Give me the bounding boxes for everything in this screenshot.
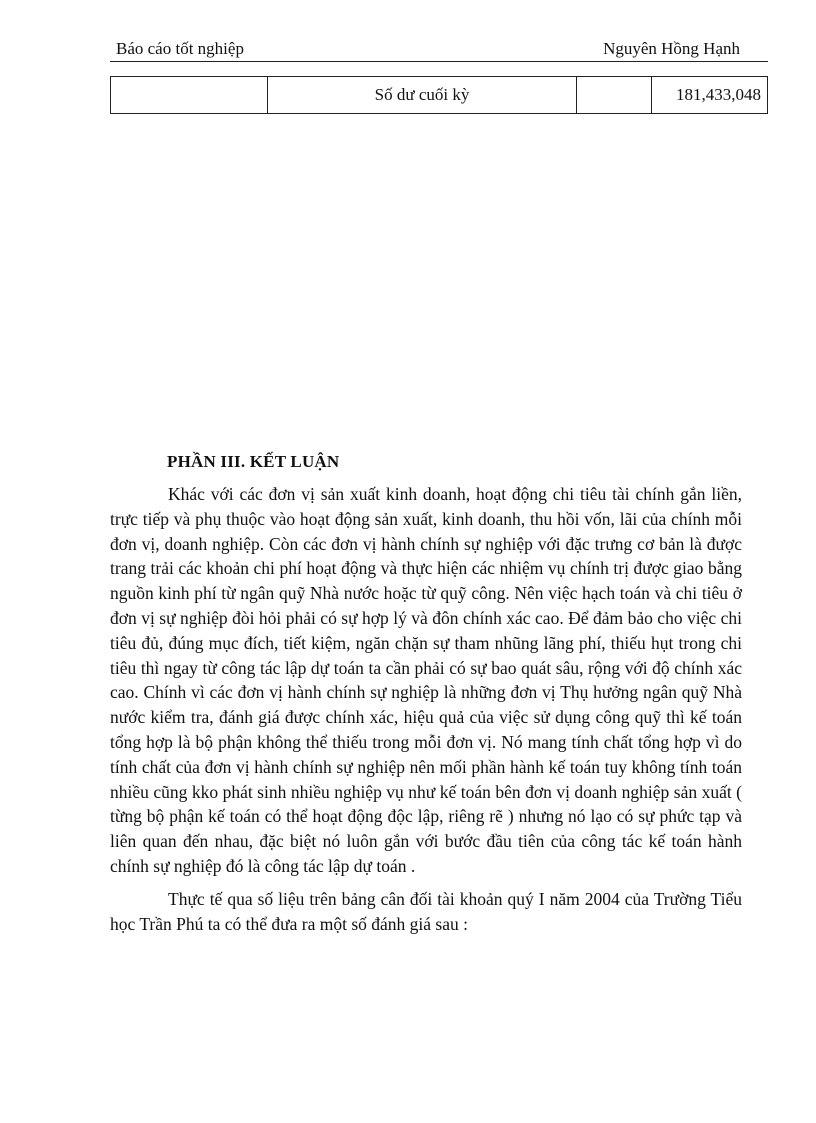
paragraph: Thực tế qua số liệu trên bảng cân đối tài khoản quý I năm 2004 của Trường Tiểu học Trần Phú ta có thể đưa ra một số đánh giá sau : — [110, 888, 742, 934]
table-cell-amount: 181,433,048 — [652, 77, 768, 114]
section-heading: PHẦN III. KẾT LUẬN — [167, 452, 340, 471]
page-header — [110, 38, 768, 62]
section-body — [110, 482, 742, 936]
header-author-name: Nguyên Hồng Hạnh — [603, 39, 740, 58]
header-report-title: Báo cáo tốt nghiệp — [116, 39, 244, 58]
table-row — [111, 77, 768, 114]
paragraph: Khác với các đơn vị sản xuất kinh doanh, hoạt động chi tiêu tài chính gắn liền, trực tiếp và phụ thuộc vào hoạt động sản xuất, kinh doanh, thu hồi vốn, lãi của chính mỗi đơn vị, doanh nghiệp. Còn các đơn vị hành chính sự nghiệp với đặc trưng cơ bản là được trang trải các khoản chi phí hoạt động và thực hiện các nhiệm vụ chính trị được giao bằng nguồn kinh phí từ ngân quỹ Nhà nước hoặc từ quỹ công. Nên việc hạch toán và chi tiêu ở đơn vị sự nghiệp đòi hỏi phải có sự hợp lý và đôn chính xác cao. Để đảm bảo cho việc chi tiêu đủ, đúng mục đích, tiết kiệm, ngăn chặn sự tham nhũng lãng phí, thiếu hụt trong chi tiêu thì ngay từ công tác lập dự toán ta cần phải có sự bao quát sâu, rộng với độ chính xác cao. Chính vì các đơn vị hành chính sự nghiệp là những đơn vị Thụ hưởng ngân quỹ Nhà nước kiểm tra, đánh giá được chính xác, hiệu quả của việc sử dụng công quỹ thì kế toán tổng hợp là bộ phận không thể thiếu trong mỗi đơn vị. Nó mang tính chất tổng hợp vì do tính chất của đơn vị hành chính sự nghiệp nên mối phần hành kế toán tuy không tính toán nhiều cũng kko phát sinh nhiều nghiệp vụ như kế toán bên đơn vị doanh nghiệp sản xuất ( từng bộ phận kế toán có thể hoạt động độc lập, riêng rẽ ) nhưng nó lạo có sự phức tạp và liên quan đến nhau, đặc biệt nó luôn gắn với bước đầu tiên của công tác kế toán hành chính sự nghiệp đó là công tác lập dự toán . — [110, 484, 742, 876]
balance-table — [110, 76, 768, 114]
table-cell-account — [111, 77, 268, 114]
table-cell-description: Số dư cuối kỳ — [268, 77, 577, 114]
table-cell-empty — [577, 77, 652, 114]
